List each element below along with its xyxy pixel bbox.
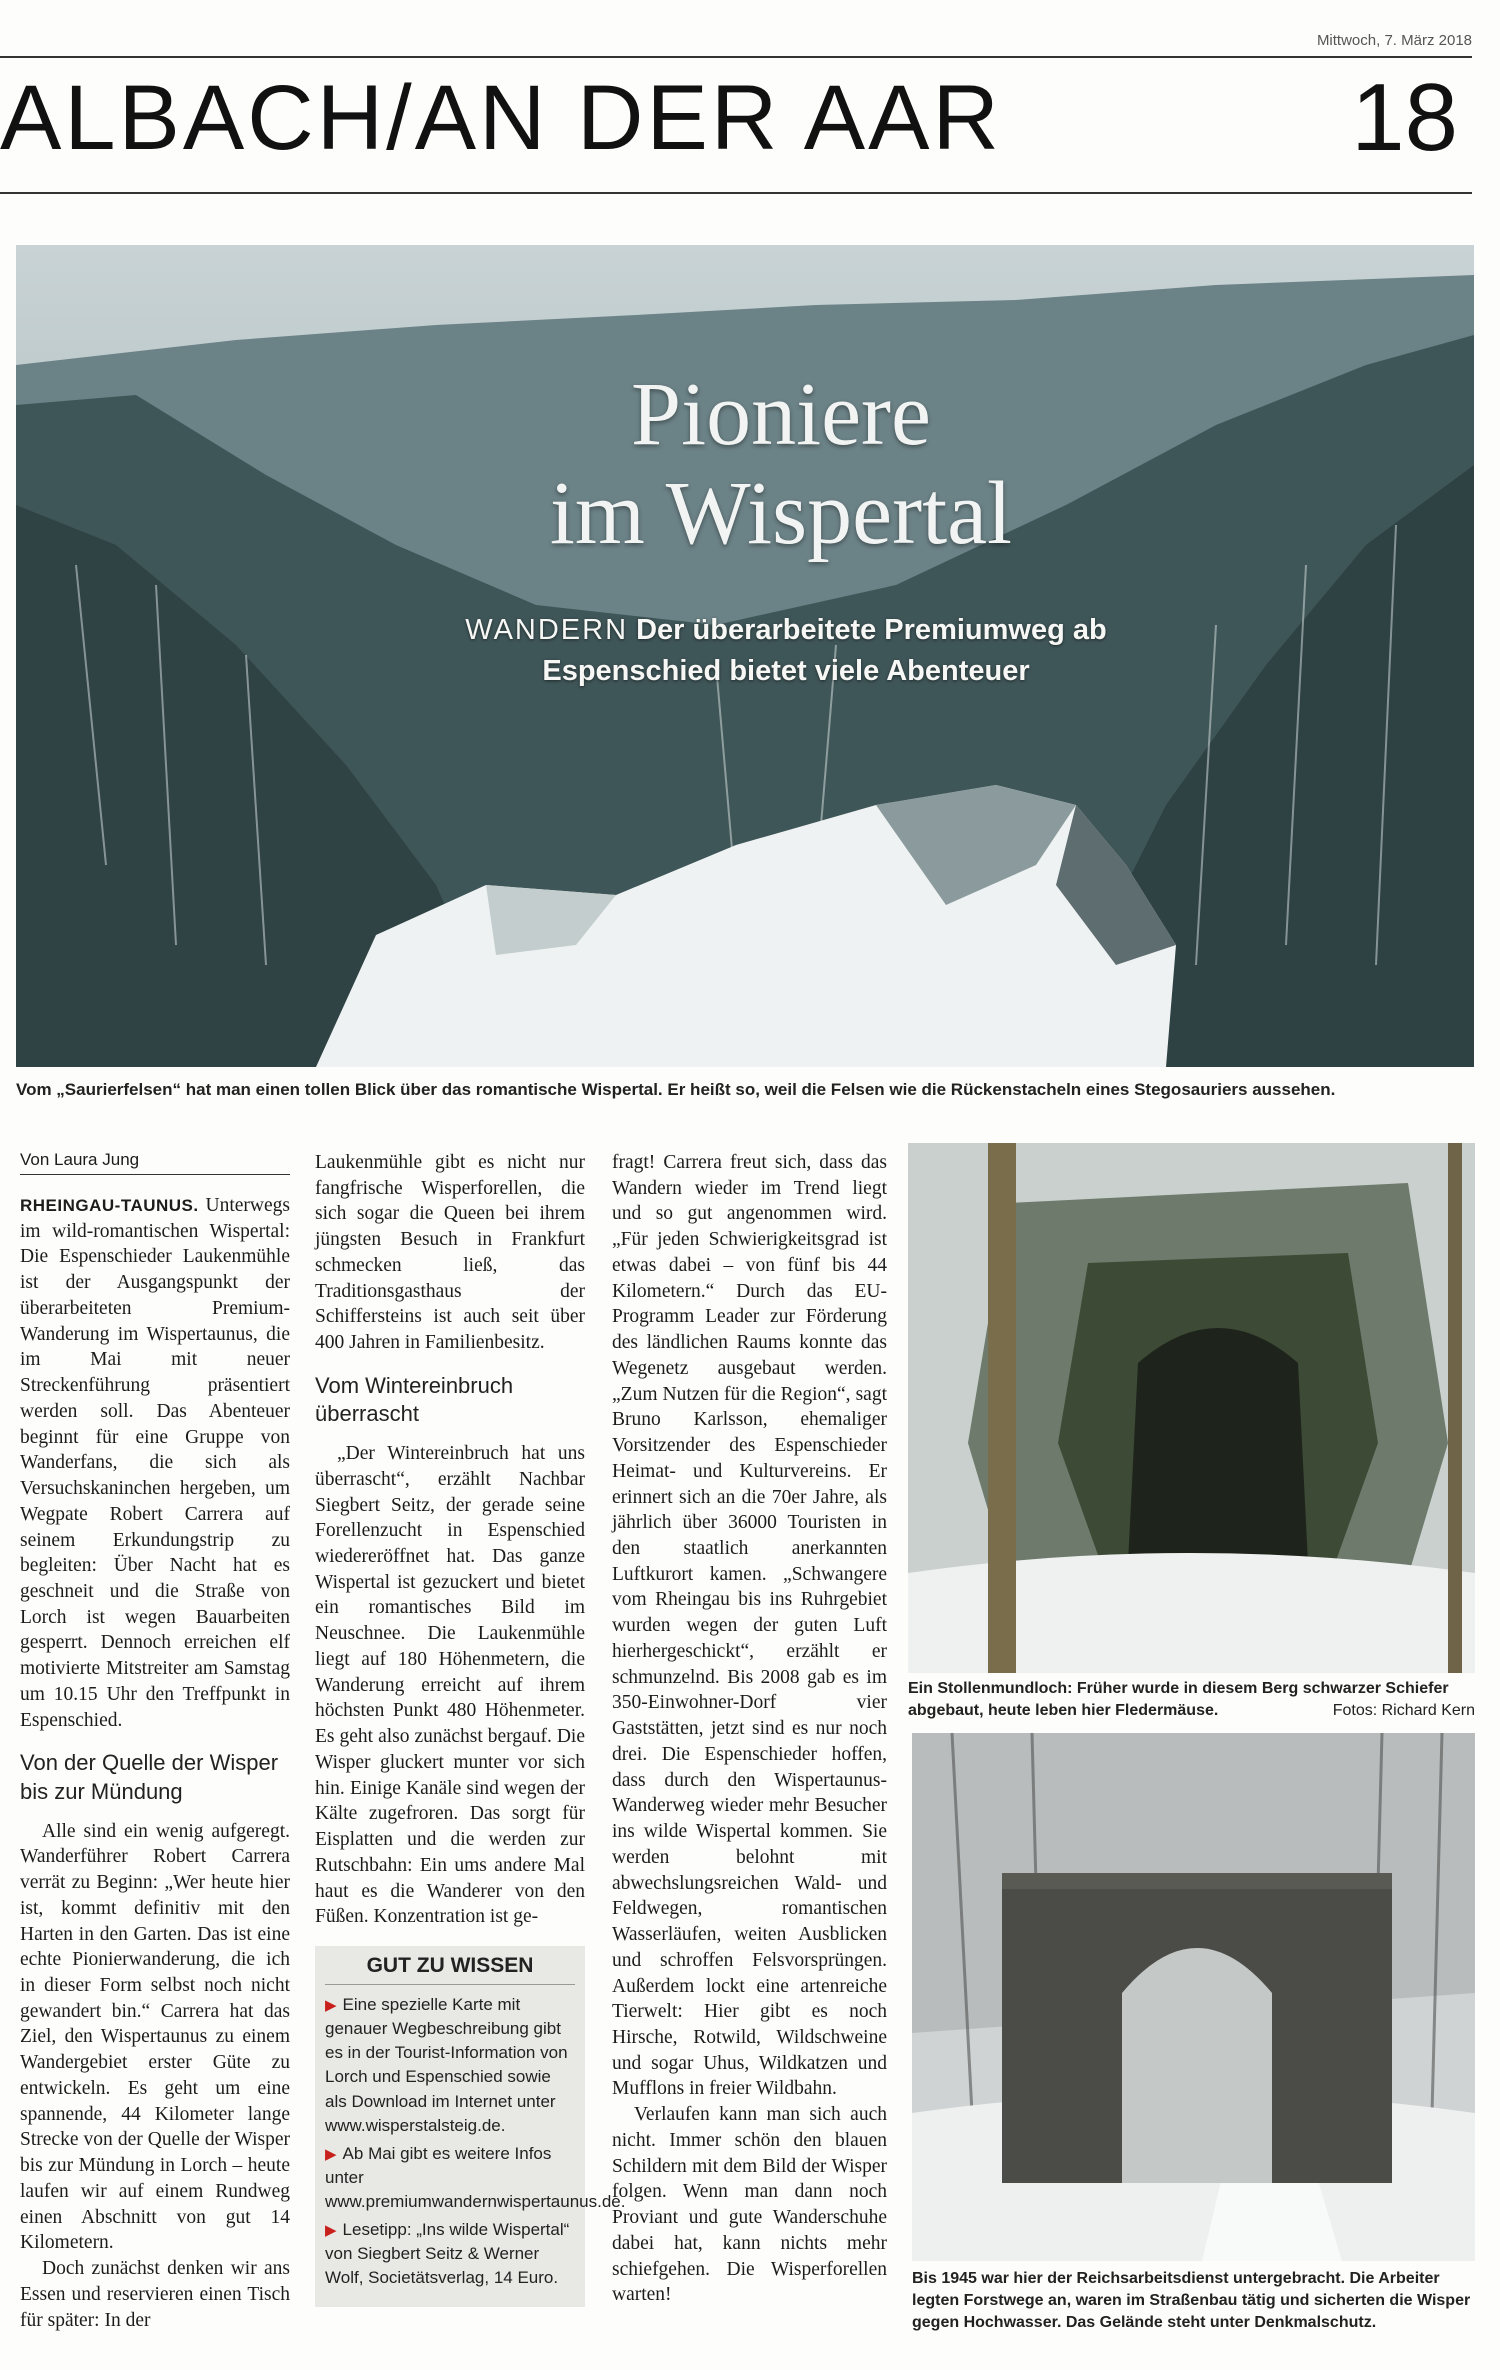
info-item-text: Eine spezielle Karte mit genauer Wegbeschreibung gibt es in der Tourist-Information von Lorch und Espenschied sowie als Download im Internet unter www.wisperstalsteig.de.	[325, 1995, 568, 2135]
subheading: Vom Wintereinbruch überrascht	[315, 1372, 514, 1427]
kicker: WANDERN	[465, 614, 629, 646]
info-item	[325, 1993, 575, 2138]
subheading: Von der Quelle der Wisper bis zur Mündung	[20, 1750, 279, 1805]
photo-caption-1	[908, 1678, 1475, 1722]
paragraph: fragt! Carrera freut sich, dass das Wandern wieder im Trend liegt und so gut angenommen wird. „Für jeden Schwierigkeitsgrad ist etwas dabei – von fünf bis 44 Kilometern.“ Durch das EU-Programm Leader zur Förderung des ländlichen Raums konnte das Wegenetz ausgebaut werden. „Zum Nutzen für die Region“, sagt Bruno Karlsson, ehemaliger Vorsitzender des Espenschieder Heimat- und Kulturvereins. Er erinnert sich an die 70er Jahre, als jährlich über 36000 Touristen in den staatlich anerkannten Luftkurort kamen. „Schwangere vom Rheingau bis ins Ruhrgebiet wurden wegen der guten Luft hierhergeschickt“, erzählt er schmunzelnd. Bis 2008 gab es im 350-Einwohner-Dorf vier Gaststätten, jetzt sind es nur noch drei. Die Espenschieder hoffen, dass durch den Wispertaunus-Wanderweg wieder mehr Besucher ins wilde Wispertal kommen. Sie werden belohnt mit abwechslungsreichen Wald- und Feldwegen, romantischen Wasserläufen, weiten Ausblicken und schroffen Felsvorsprüngen. Außerdem lockt eine artenreiche Tierwelt: Hier gibt es noch Hirsche, Rotwild, Wildschweine und sogar Uhus, Wildkatzen und Mufflons in freier Wildbahn.	[612, 1152, 887, 2100]
photo-caption-2: Bis 1945 war hier der Reichsarbeitsdienst untergebracht. Die Arbeiter legten Forstwege an, waren im Straßenbau tätig und sicherten die Wisper gegen Hochwasser. Das Gelände steht unter Denkmalschutz.	[912, 2270, 1471, 2332]
info-item-text: Ab Mai gibt es weitere Infos unter www.premiumwandernwispertaunus.de.	[325, 2143, 626, 2212]
stone-gate-photo	[912, 1733, 1475, 2261]
masthead-rule	[0, 192, 1472, 194]
arrow-icon: ▶	[325, 2222, 337, 2240]
deck-line-2: Espenschied bietet viele Abenteuer	[542, 654, 1030, 687]
paragraph: Laukenmühle gibt es nicht nur fangfrische Wisperforellen, die sich sogar die Queen bei ihrem jüngsten Besuch in Frankfurt schmecken ließ, das Traditionsgasthaus der Schiffersteins ist auch seit über 400 Jahren in Familienbesitz.	[315, 1152, 585, 1354]
headline-line-2: im Wispertal	[549, 464, 1013, 563]
photo-credit: Fotos: Richard Kern	[1332, 1702, 1475, 1720]
caption-text: Ein Stollenmundloch: Früher wurde in diesem Berg schwarzer Schiefer abgebaut, heute leben hier Fledermäuse.	[908, 1680, 1449, 1720]
byline: Von Laura Jung	[20, 1150, 290, 1175]
hero-photo	[16, 245, 1474, 1067]
paragraph: „Der Wintereinbruch hat uns überrascht“, erzählt Nachbar Siegbert Seitz, der gerade seine Forellenzucht in Espenschied wiedereröffnet hat. Das ganze Wispertal ist gezuckert und bietet ein romantisches Bild im Neuschnee. Die Laukenmühle liegt auf 180 Höhenmetern, die Wanderung erreicht auf ihrem höchsten Punkt 480 Höhenmeter. Es geht also zunächst bergauf. Die Wisper gluckert munter vor sich hin. Einige Kanäle sind wegen der Kälte zugefroren. Das sorgt für Eisplatten und die werden zur Rutschbahn: Ein ums andere Mal haut es die Wanderer von den Füßen. Konzentration ist ge-	[315, 1443, 585, 1928]
headline-line-1: Pioniere	[631, 365, 931, 464]
info-box-title: GUT ZU WISSEN	[325, 1954, 575, 1985]
headline	[296, 365, 1266, 563]
info-box	[315, 1946, 626, 2307]
article-column-1	[20, 1150, 290, 2333]
article-column-2	[315, 1150, 626, 2307]
top-rule	[0, 56, 1472, 58]
dateline: RHEINGAU-TAUNUS.	[20, 1196, 199, 1215]
hero-caption: Vom „Saurierfelsen“ hat man einen tollen Blick über das romantische Wispertal. Er heißt so, weil die Felsen wie die Rückenstacheln eines Stegosauriers aussehen.	[16, 1080, 1336, 1099]
paragraph: Alle sind ein wenig aufgeregt. Wanderführer Robert Carrera verrät zu Beginn: „Wer heute hier ist, kommt definitiv mit den Harten in den Garten. Das ist eine echte Pionierwanderung, die ich in dieser Form selbst noch nicht gewandert bin.“ Carrera hat das Ziel, den Wispertaunus zu einem Wandergebiet erster Güte zu entwickeln. Es geht um eine spannende, 44 Kilometer lange Strecke von der Quelle der Wisper bis zur Mündung in Lorch – heute laufen wir auf einem Rundweg einen Abschnitt von gut 14 Kilometern.	[20, 1820, 290, 2254]
arrow-icon: ▶	[325, 1997, 337, 2015]
article-column-3	[612, 1150, 887, 2308]
section-title: ALBACH/AN DER AAR	[0, 67, 1002, 169]
stone-gate-illustration	[912, 1733, 1475, 2261]
info-item-text: Lesetipp: „Ins wilde Wispertal“ von Siegbert Seitz & Werner Wolf, Societätsverlag, 14 Euro.	[325, 2220, 570, 2288]
issue-date: Mittwoch, 7. März 2018	[1316, 32, 1472, 49]
mine-entrance-illustration	[908, 1143, 1475, 1673]
page-number: 18	[1351, 64, 1458, 171]
deck	[316, 610, 1256, 691]
info-item	[325, 2218, 575, 2290]
mine-entrance-photo	[908, 1143, 1475, 1673]
deck-line-1: Der überarbeitete Premiumweg ab	[636, 614, 1107, 646]
paragraph: Unterwegs im wild-romantischen Wispertal: Die Espenschieder Laukenmühle ist der Ausgangspunkt der überarbeiteten Premium-Wanderung im Wispertaunus, die im Mai mit neuer Streckenführung präsentiert werden soll. Das Abenteuer beginnt für eine Gruppe von Wanderfans, die sich als Versuchskaninchen hergeben, um Wegpate Robert Carrera auf seinem Erkundungstrip zu begleiten: Über Nacht hat es geschneit und die Straße von Lorch ist wegen Bauarbeiten gesperrt. Dennoch erreichen elf motivierte Mitstreiter am Samstag um 10.15 Uhr den Treffpunkt in Espenschied.	[20, 1195, 290, 1731]
paragraph: Doch zunächst denken wir ans Essen und reservieren einen Tisch für später: In der	[20, 2258, 290, 2331]
paragraph: Verlaufen kann man sich auch nicht. Immer schön den blauen Schildern mit dem Bild der Wisper folgen. Wenn man dann noch Proviant und gute Wanderschuhe dabei hat, kann nichts mehr schiefgehen. Die Wisperforellen warten!	[612, 2104, 887, 2306]
info-item	[325, 2142, 626, 2214]
arrow-icon: ▶	[325, 2145, 337, 2163]
